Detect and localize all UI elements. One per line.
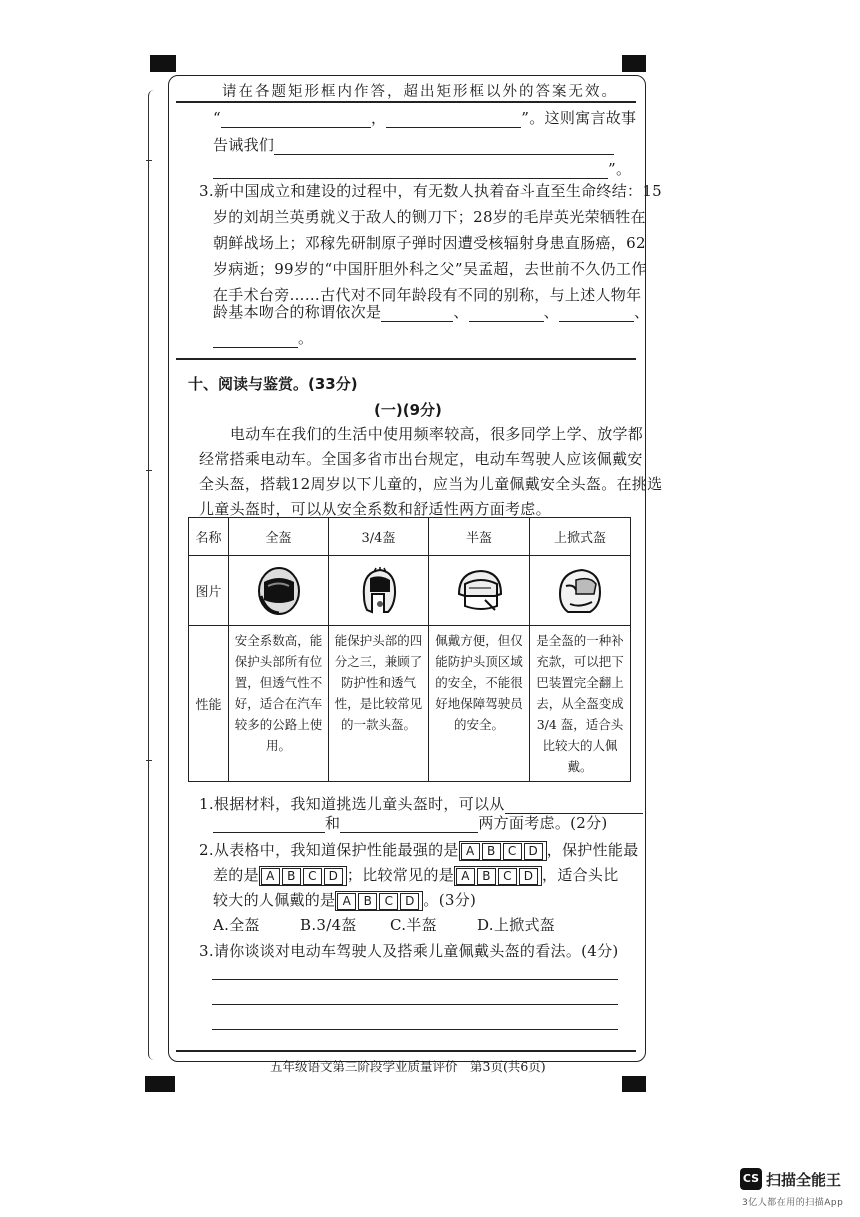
q3-text-line3: 朝鲜战场上；邓稼先研制原子弹时因遭受核辐射身患直肠癌，62 [213, 234, 646, 252]
choice-boxes[interactable]: A B C D [459, 841, 547, 862]
scanner-tagline: 3亿人都在用的扫描App [742, 1198, 844, 1208]
helmet-performance: 是全盔的一种补充款，可以把下巴装置完全翻上去，从全盔变成 3/4 盔，适合头比较大的人佩戴。 [530, 626, 631, 782]
answer-blank[interactable] [213, 816, 325, 833]
answer-blank[interactable] [221, 111, 371, 128]
q3-text-line6: 龄基本吻合的称谓依次是 、 、 、 [213, 303, 650, 321]
helmet-performance: 能保护头部的四分之三，兼顾了防护性和透气性，是比较常见的一款头盔。 [329, 626, 429, 782]
answer-line[interactable] [212, 979, 618, 980]
section-divider [176, 358, 636, 360]
part-title: (一)(9分) [374, 401, 442, 419]
helmet-name: 半盔 [429, 518, 530, 556]
registration-mark-top-left [150, 55, 176, 72]
three-quarter-helmet-icon [329, 556, 429, 626]
q2-continuation-line2: 告诫我们 [213, 134, 614, 155]
answer-blank[interactable] [213, 162, 608, 179]
passage-line2: 经常搭乘电动车。全国多省市出台规定，电动车驾驶人应该佩戴安 [199, 450, 643, 468]
q1-line1: 1.根据材料，我知道挑选儿童头盔时，可以从 [199, 793, 643, 814]
answer-blank[interactable] [469, 305, 544, 322]
helmet-performance: 佩戴方便，但仅能防护头顶区域的安全，不能很好地保障驾驶员的安全。 [429, 626, 530, 782]
passage-line4: 儿童头盔时，可以从安全系数和舒适性两方面考虑。 [199, 500, 551, 518]
section-title: 十、阅读与鉴赏。(33分) [188, 375, 358, 393]
header-divider [176, 101, 636, 103]
choice-boxes[interactable]: A B C D [259, 866, 347, 887]
helmet-comparison-table [188, 517, 631, 782]
registration-mark-bottom-left [145, 1076, 175, 1092]
full-helmet-icon [229, 556, 329, 626]
q2-options [213, 914, 555, 935]
margin-tick [146, 760, 152, 761]
answer-blank[interactable] [274, 138, 614, 155]
q3-text-line2: 岁的刘胡兰英勇就义于敌人的铡刀下；28岁的毛岸英光荣牺牲在 [213, 208, 646, 226]
choice-boxes[interactable]: A B C D [335, 891, 423, 912]
binding-margin-line [148, 90, 157, 1060]
option-c: C.半盔 [390, 916, 437, 934]
row-label: 性能 [189, 626, 229, 782]
q2-continuation-line3: ”。 [213, 158, 631, 179]
helmet-name: 3/4盔 [329, 518, 429, 556]
margin-tick [146, 470, 152, 471]
table-row-images [189, 556, 631, 626]
q3-reading-question: 3.请你谈谈对电动车驾驶人及搭乘儿童佩戴头盔的看法。(4分) [199, 942, 619, 960]
q2-continuation-line1: “ ， ”。这则寓言故事 [213, 109, 637, 127]
answer-blank[interactable] [386, 111, 521, 128]
row-label: 图片 [189, 556, 229, 626]
row-label: 名称 [189, 518, 229, 556]
q2-line2: 差的是 A B C D ；比较常见的是 A B C D ，适合头比 [213, 864, 619, 886]
answer-blank[interactable] [213, 331, 298, 348]
answer-blank[interactable] [381, 305, 453, 322]
q2-line1: 2.从表格中，我知道保护性能最强的是 A B C D ，保护性能最 [199, 839, 639, 861]
q2-line3: 较大的人佩戴的是 A B C D 。(3分) [213, 889, 476, 911]
flip-up-helmet-icon [530, 556, 631, 626]
scanner-brand: 扫描全能王 [766, 1171, 842, 1189]
helmet-name: 全盔 [229, 518, 329, 556]
registration-mark-top-right [622, 55, 646, 72]
answer-blank[interactable] [559, 305, 634, 322]
table-row-performance [189, 626, 631, 782]
helmet-performance: 安全系数高，能保护头部所有位置，但透气性不好，适合在汽车较多的公路上使用。 [229, 626, 329, 782]
footer-divider [176, 1050, 636, 1052]
q3-text-line4: 岁病逝；99岁的“中国肝胆外科之父”吴孟超，去世前不久仍工作 [213, 260, 647, 278]
option-b: B.3/4盔 [300, 916, 357, 934]
passage-line3: 全头盔，搭载12周岁以下儿童的，应当为儿童佩戴安全头盔。在挑选 [199, 475, 663, 493]
choice-boxes[interactable]: A B C D [454, 866, 542, 887]
q1-line2: 和 两方面考虑。(2分) [213, 812, 608, 833]
option-a: A.全盔 [213, 916, 260, 934]
q3-text-line7: 。 [213, 327, 313, 348]
answer-line[interactable] [212, 1029, 618, 1030]
scanner-logo: CS [740, 1168, 762, 1190]
margin-tick [146, 160, 152, 161]
q3-text-line1: 3.新中国成立和建设的过程中，有无数人执着奋斗直至生命终结：15 [199, 182, 663, 200]
option-d: D.上掀式盔 [477, 916, 556, 934]
page-footer: 五年级语文第三阶段学业质量评价 第3页(共6页) [270, 1059, 546, 1074]
answer-blank[interactable] [340, 816, 478, 833]
header-notice: 请在各题矩形框内作答，超出矩形框以外的答案无效。 [222, 84, 618, 100]
half-helmet-icon [429, 556, 530, 626]
answer-line[interactable] [212, 1004, 618, 1005]
registration-mark-bottom-right [622, 1076, 646, 1092]
passage-line1: 电动车在我们的生活中使用频率较高，很多同学上学、放学都 [230, 425, 644, 443]
helmet-name: 上掀式盔 [530, 518, 631, 556]
table-row-names [189, 518, 631, 556]
q3-text-line5: 在手术台旁……古代对不同年龄段有不同的别称，与上述人物年 [213, 286, 642, 304]
